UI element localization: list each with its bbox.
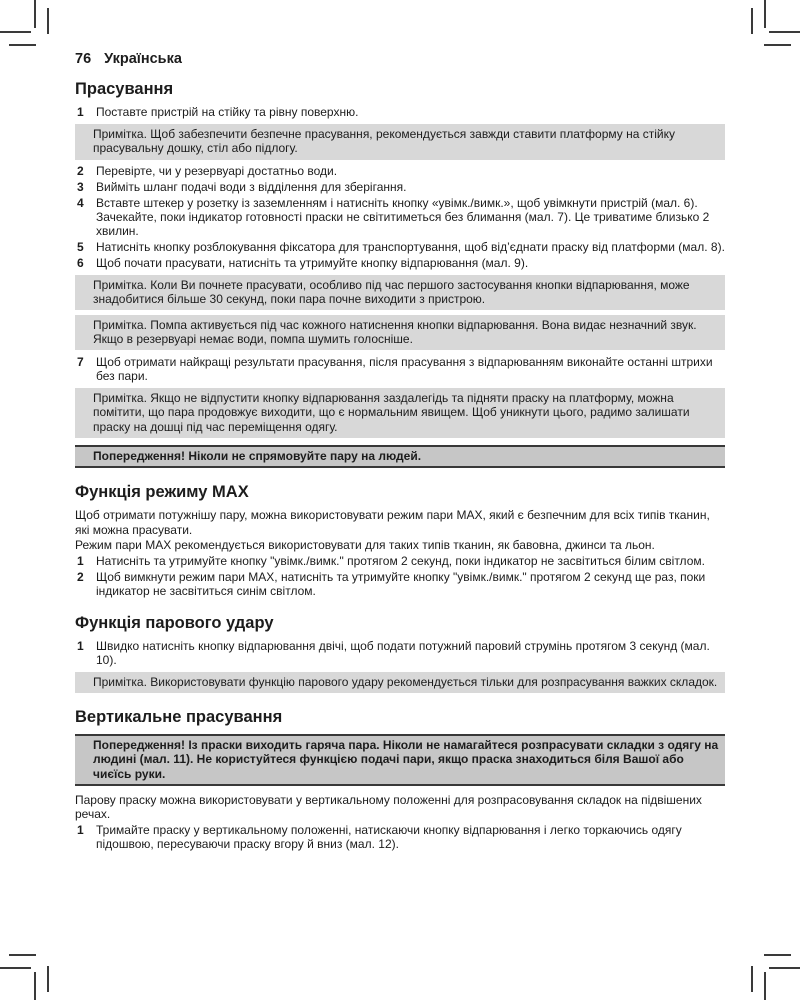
section-title-vertical-ironing: Вертикальне прасування [75,707,283,726]
step-item [75,256,725,270]
step-number: 2 [77,569,84,584]
crop-mark-bottom-left-h1 [0,967,31,969]
paragraph: Режим пари MAX рекомендується використовувати для таких типів тканин, як бавовна, джинси та льон. [75,538,655,553]
step-number: 1 [77,822,84,837]
step-item [75,164,725,178]
step-text: Вийміть шланг подачі води з відділення для зберігання. [96,179,407,194]
step-text: Щоб почати прасувати, натисніть та утримуйте кнопку відпарювання (мал. 9). [96,255,529,270]
crop-mark-bottom-right-h2 [764,954,791,956]
step-number: 1 [77,105,84,120]
step-text: Тримайте праску у вертикальному положенні, натискаючи кнопку відпарювання і легко торкаючись одягу підошвою, пересуваючи праску вгору й вниз (мал. 12). [96,822,682,852]
step-item [75,554,725,568]
step-text: Поставте пристрій на стійку та рівну поверхню. [96,105,359,120]
page-header [75,52,725,66]
step-number: 6 [77,255,84,270]
step-item [75,180,725,194]
crop-mark-bottom-left-v2 [47,966,49,992]
step-number: 1 [77,638,84,653]
section-steam-boost [75,614,725,693]
section-ironing [75,80,725,468]
crop-mark-top-right-h2 [764,44,791,46]
step-item [75,823,725,852]
page-content [75,52,725,853]
step-item [75,196,725,239]
crop-mark-bottom-right-v2 [751,966,753,992]
crop-mark-top-left-h1 [0,31,31,33]
warning-box: Попередження! Ніколи не спрямовуйте пару на людей. [75,445,725,468]
step-text: Перевірте, чи у резервуарі достатньо води. [96,164,338,179]
crop-mark-bottom-right-h1 [769,967,800,969]
step-number: 1 [77,554,84,569]
note-box: Примітка. Використовувати функцію парового удару рекомендується тільки для розпрасування важких складок. [75,672,725,693]
language-title: Українська [104,51,182,67]
step-text: Щоб отримати найкращі результати прасування, після прасування з відпарюванням виконайте останні штрихи без пари. [96,354,713,384]
step-text: Натисніть та утримуйте кнопку "увімк./вимк." протягом 2 секунд, поки індикатор не засвітиться білим світлом. [96,554,705,569]
crop-mark-top-left-v2 [47,8,49,34]
step-text: Швидко натисніть кнопку відпарювання двічі, щоб подати потужний паровий струмінь протягом 3 секунд (мал. 10). [96,638,710,667]
crop-mark-top-right-v1 [764,0,766,28]
crop-mark-bottom-left-h2 [9,954,36,956]
step-item [75,355,725,384]
crop-mark-top-right-v2 [751,8,753,34]
page-number: 76 [75,51,92,67]
step-text: Натисніть кнопку розблокування фіксатора для транспортування, щоб від’єднати праску від платформи (мал. 8). [96,240,725,255]
step-number: 3 [77,179,84,194]
step-number: 2 [77,164,84,179]
section-title-max-mode: Функція режиму MAX [75,483,249,502]
section-title-ironing: Прасування [75,80,174,99]
step-item [75,240,725,254]
step-number: 5 [77,240,84,255]
step-text: Вставте штекер у розетку із заземленням і натисніть кнопку «увімк./вимк.», щоб увімкнути пристрій (мал. 6). Зачекайте, поки індикатор готовності праски не світитиметься без блимання (мал. 7). Це триватиме близько 2 хвилин. [96,195,710,239]
note-box: Примітка. Якщо не відпустити кнопку відпарювання заздалегідь та підняти праску на платформу, можна помітити, що пара продовжує виходити, що є нормальним явищем. Щоб уникнути цього, радимо залишати праску на дошці під час переміщення одягу. [75,388,725,438]
paragraph: Щоб отримати потужнішу пару, можна використовувати режим пари MAX, який є безпечним для всіх типів тканин, які можна прасувати. [75,508,710,537]
crop-mark-top-left-v1 [34,0,36,28]
crop-mark-bottom-left-v1 [34,972,36,1000]
step-number: 4 [77,195,84,210]
note-box: Примітка. Помпа активується під час кожного натиснення кнопки відпарювання. Вона видає незначний звук. Якщо в резервуарі немає води, помпа шумить голосніше. [75,315,725,351]
step-item [75,105,725,119]
step-item [75,570,725,599]
note-box: Примітка. Щоб забезпечити безпечне прасування, рекомендується завжди ставити платформу на стійку прасувальну дошку, стіл або підлогу. [75,124,725,160]
crop-mark-bottom-right-v1 [764,972,766,1000]
crop-mark-top-left-h2 [9,44,36,46]
step-item [75,639,725,668]
section-max-mode [75,483,725,598]
warning-box: Попередження! Із праски виходить гаряча пара. Ніколи не намагайтеся розпрасувати складки з одягу на людині (мал. 11). Не користуйтеся функцією подачі пари, якщо праска знаходиться біля Вашої або чиєїсь руки. [75,734,725,786]
crop-mark-top-right-h1 [769,31,800,33]
step-text: Щоб вимкнути режим пари MAX, натисніть та утримуйте кнопку "увімк./вимк." протягом 2 секунд ще раз, поки індикатор не засвітиться синім світлом. [96,569,706,599]
paragraph: Парову праску можна використовувати у вертикальному положенні для розпрасовування складок на підвішених речах. [75,792,702,822]
section-vertical-ironing [75,708,725,852]
step-number: 7 [77,354,84,369]
note-box: Примітка. Коли Ви почнете прасувати, особливо під час першого застосування кнопки відпарювання, може знадобитися більше 30 секунд, поки пара почне виходити з пристрою. [75,275,725,311]
section-title-steam-boost: Функція парового удару [75,613,274,632]
